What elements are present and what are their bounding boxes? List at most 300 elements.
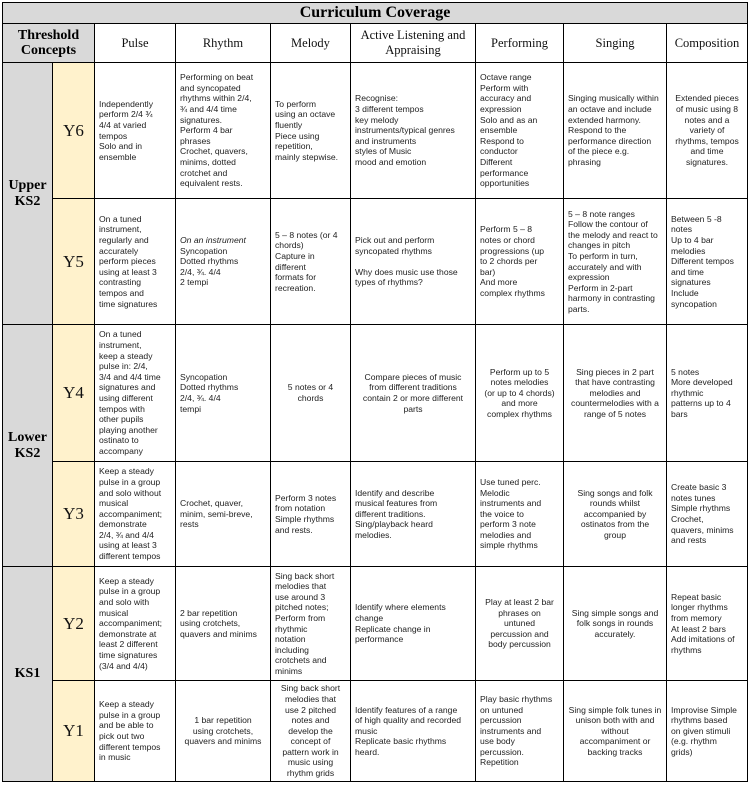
cell-y6-melody-line: using an octave: [275, 109, 336, 120]
cell-y3-pulse-line: and solo without: [99, 487, 162, 498]
cell-y2-singing-line: Sing simple songs and: [571, 607, 659, 618]
header-listening-line2: Appraising: [385, 43, 441, 57]
cell-y5-composition-line: signatures: [671, 277, 711, 288]
cell-y5-melody-line: Capture in: [275, 250, 315, 261]
cell-y5-melody-line: different: [275, 261, 306, 272]
header-performing: Performing: [476, 24, 564, 63]
cell-y5-performing-line: progressions (up: [480, 245, 545, 256]
cell-y5-rhythm-lines-line: 2/4, ¾. 4/4: [180, 266, 221, 277]
cell-y5-rhythm-lines-line: Syncopation: [180, 245, 228, 256]
cell-y3-listening-line: melodies.: [355, 529, 392, 540]
cell-y1-melody-line: develop the: [288, 725, 333, 736]
cell-y3-melody-line: Perform 3 notes: [275, 492, 337, 503]
cell-y3-pulse-line: different tempos: [99, 551, 161, 562]
cell-y2-singing: [564, 567, 667, 681]
cell-y4-rhythm-line: tempi: [180, 403, 202, 414]
header-threshold-concepts: [3, 24, 95, 63]
cell-y1-singing: [564, 681, 667, 782]
cell-y2-composition-line: At least 2 bars: [671, 623, 726, 634]
row-y1: [3, 681, 748, 782]
header-threshold-line2: Concepts: [20, 43, 77, 58]
cell-y4-pulse-line: signatures and: [99, 382, 156, 393]
cell-y2-listening-line: Replicate change in: [355, 623, 431, 634]
cell-y3-performing-line: melodies and: [480, 529, 532, 540]
cell-y2-melody-line: minims: [275, 665, 303, 676]
cell-y3-composition-line: Simple rhythms: [671, 503, 731, 514]
cell-y6-pulse-line: 4/4 at varied: [99, 119, 147, 130]
cell-y4-performing-line: notes melodies: [490, 377, 549, 388]
cell-y5-pulse-line: accurately: [99, 245, 139, 256]
cell-y2-pulse-line: least 2 different: [99, 639, 158, 650]
cell-y4-rhythm: [176, 325, 271, 462]
cell-y3-composition-line: Crochet,: [671, 514, 704, 524]
cell-y6-rhythm-line: minims, dotted: [180, 156, 236, 167]
cell-y5-performing-line: bar): [480, 266, 496, 277]
cell-y1-singing-line: accompaniment or: [579, 736, 651, 747]
cell-y5-singing-line: harmony in contrasting: [568, 293, 655, 304]
cell-y2-composition-line: from memory: [671, 612, 722, 623]
cell-y5-pulse-line: perform pieces: [99, 256, 156, 267]
cell-y3-singing-line: ostinatos from the: [580, 519, 650, 530]
cell-y4-performing: [476, 325, 564, 462]
stage-lower-line2: KS2: [14, 445, 41, 461]
cell-y5-melody: [271, 199, 351, 325]
cell-y6-rhythm-line: Perform 4 bar: [180, 125, 233, 136]
cell-y2-performing-line: percussion and: [490, 628, 549, 639]
cell-y1-melody: [271, 681, 351, 782]
cell-y5-singing-line: expression: [568, 272, 610, 283]
cell-y4-rhythm-line: 2/4, ¾. 4/4: [180, 393, 221, 403]
cell-y2-pulse-line: musical: [99, 607, 129, 618]
cell-y5-singing-line: To perform in turn,: [568, 250, 638, 261]
cell-y2-singing-line: accurately.: [594, 628, 636, 639]
stage-upper-ks2: [3, 63, 53, 325]
cell-y6-listening-line: Recognise:: [355, 93, 398, 104]
cell-y5-singing-line: 5 – 8 note ranges: [568, 208, 635, 219]
cell-y6-composition: [667, 63, 748, 199]
cell-y2-performing-line: body percussion: [488, 639, 551, 650]
cell-y1-melody-line: notes and: [291, 715, 330, 726]
cell-y2-pulse-line: time signatures: [99, 649, 158, 660]
cell-y6-composition-line: Extended pieces: [675, 93, 739, 104]
cell-y2-rhythm: [176, 567, 271, 681]
cell-y1-performing-line: percussion.: [480, 746, 524, 757]
cell-y3-performing-line: the voice to: [480, 508, 524, 519]
cell-y3-singing-line: Sing songs and folk: [577, 487, 653, 498]
cell-y4-singing-line: range of 5 notes: [583, 408, 647, 419]
cell-y4-singing-line: that have contrasting: [575, 377, 655, 388]
cell-y5-melody-line: formats for: [275, 272, 317, 283]
cell-y6-composition-line: rhythms, tempos: [675, 135, 739, 146]
cell-y1-performing-line: on untuned: [480, 704, 524, 715]
cell-y2-pulse-line: Keep a steady: [99, 575, 154, 586]
cell-y2-melody-line: notation: [275, 634, 306, 645]
cell-y5-rhythm-lines-line: 2 tempi: [180, 277, 209, 288]
cell-y5-composition-line: notes: [671, 224, 693, 235]
cell-y2-melody-line: Perform from: [275, 612, 326, 623]
cell-y5-listening-line: types of rhythms?: [355, 277, 423, 288]
cell-y5-pulse-line: using at least 3: [99, 266, 157, 277]
cell-y2-rhythm-line: using crotchets,: [180, 618, 241, 629]
cell-y1-melody-line: Sing back short: [280, 683, 341, 694]
cell-y4-performing-line: and more: [501, 398, 538, 409]
cell-y1-pulse: [95, 681, 176, 782]
cell-y3-listening: [351, 462, 476, 567]
cell-y1-pulse-line: in music: [99, 752, 131, 763]
cell-y6-pulse-line: Solo and in: [99, 141, 143, 152]
cell-y5-composition-line: Between 5 -8: [671, 213, 722, 224]
year-label-y1: Y1: [53, 681, 95, 782]
cell-y4-composition-line: rhythmic: [671, 387, 704, 398]
header-rhythm: Rhythm: [176, 24, 271, 63]
row-y6: [3, 63, 748, 199]
cell-y6-listening-line: mood and emotion: [355, 156, 427, 167]
cell-y5-listening-line: Pick out and perform: [355, 235, 435, 246]
cell-y1-pulse-line: pulse in a group: [99, 709, 161, 720]
cell-y1-melody-line: music using: [287, 757, 334, 768]
cell-y6-melody: [271, 63, 351, 199]
cell-y6-performing-line: performance: [480, 167, 529, 178]
cell-y4-performing-line: complex rhythms: [487, 408, 552, 419]
cell-y6-performing-line: conductor: [480, 146, 518, 157]
cell-y2-melody-line: melodies that: [275, 581, 327, 592]
cell-y5-pulse-line: contrasting: [99, 277, 142, 288]
cell-y3-melody: [271, 462, 351, 567]
cell-y1-listening-line: heard.: [355, 746, 380, 757]
stage-lower-line1: Lower: [8, 429, 47, 445]
cell-y4-performing-line: Perform up to 5: [489, 366, 550, 377]
cell-y2-singing-line: folk songs in rounds: [576, 618, 654, 629]
stage-upper-line1: Upper: [8, 177, 47, 193]
cell-y1-pulse-line: Keep a steady: [99, 699, 154, 710]
cell-y5-performing-line: complex rhythms: [480, 287, 545, 298]
cell-y3-melody-line: from notation: [275, 503, 326, 514]
cell-y6-melody-line: mainly stepwise.: [275, 151, 339, 162]
cell-y3-listening-line: musical features from: [355, 498, 438, 509]
cell-y1-singing-line: without: [601, 725, 629, 736]
cell-y6-singing-line: an octave and include: [568, 104, 652, 115]
cell-y3-performing: [476, 462, 564, 567]
cell-y1-performing-line: use body: [480, 736, 515, 747]
cell-y1-melody-line: concept of: [290, 736, 331, 747]
cell-y5-composition-line: Include: [671, 287, 699, 298]
cell-y4-pulse-line: pulse in: 2/4,: [99, 361, 148, 372]
year-label-y3: Y3: [53, 462, 95, 567]
cell-y5-rhythm-italic: On an instrument: [180, 235, 246, 246]
cell-y1-performing: [476, 681, 564, 782]
cell-y2-rhythm-line: quavers and minims: [180, 628, 257, 639]
cell-y5-composition-line: and time: [671, 266, 704, 277]
cell-y5-composition-line: Up to 4 bar: [671, 235, 714, 246]
cell-y5-rhythm-lines-line: Dotted rhythms: [180, 256, 239, 267]
cell-y6-singing-line: performance direction: [568, 135, 652, 146]
cell-y6-rhythm-line: crotchet and: [180, 167, 228, 178]
stage-ks1: KS1: [3, 567, 53, 782]
cell-y1-performing-line: Play basic rhythms: [480, 693, 553, 704]
cell-y3-performing-line: perform 3 note: [480, 519, 536, 530]
cell-y1-melody-line: pattern work in: [282, 746, 339, 757]
cell-y2-melody-line: Sing back short: [275, 570, 335, 581]
cell-y4-composition-line: More developed: [671, 377, 733, 388]
row-y3: [3, 462, 748, 567]
cell-y5-composition-line: syncopation: [671, 298, 717, 309]
cell-y3-rhythm-line: rests: [180, 519, 199, 530]
cell-y2-pulse-line: accompaniment;: [99, 618, 163, 629]
cell-y1-listening-line: music: [355, 725, 378, 736]
cell-y1-pulse-line: pick out two: [99, 731, 145, 741]
cell-y2-composition-line: longer rhythms: [671, 602, 728, 613]
cell-y5-rhythm-lines: [180, 246, 266, 288]
cell-y5-singing: [564, 199, 667, 325]
cell-y6-rhythm-line: phrases: [180, 135, 211, 146]
cell-y1-pulse-line: different tempos: [99, 741, 161, 752]
cell-y3-composition-line: quavers, minims: [671, 524, 734, 535]
cell-y5-performing: [476, 199, 564, 325]
stage-upper-line2: KS2: [14, 193, 41, 209]
cell-y6-melody-line: To perform: [275, 98, 317, 109]
cell-y6-listening-line: 3 different tempos: [355, 104, 424, 115]
cell-y2-pulse-line: (3/4 and 4/4): [99, 660, 148, 671]
cell-y5-performing-line: And more: [480, 277, 518, 288]
cell-y4-singing-line: Sing pieces in 2 part: [576, 366, 654, 377]
cell-y1-composition-line: on given stimuli: [671, 725, 731, 736]
cell-y2-melody-line: including: [275, 644, 309, 655]
cell-y5-performing-line: Perform 5 – 8: [480, 224, 533, 235]
cell-y2-composition-line: rhythms: [671, 644, 702, 655]
cell-y6-performing-line: Different: [480, 156, 513, 167]
cell-y6-composition-line: variety of: [689, 125, 725, 136]
cell-y4-listening-line: Compare pieces of music: [364, 371, 462, 382]
cell-y6-melody-line: fluently: [275, 119, 303, 130]
cell-y6-performing-line: Perform with: [480, 82, 529, 93]
cell-y5-singing-line: accurately and with: [568, 261, 642, 272]
cell-y5-listening: [351, 199, 476, 325]
cell-y6-performing-line: ensemble: [480, 125, 518, 136]
header-threshold-line1: Threshold: [17, 28, 80, 43]
cell-y1-melody-line: melodies that: [284, 693, 337, 704]
cell-y3-pulse-line: Keep a steady: [99, 466, 154, 477]
header-singing: Singing: [564, 24, 667, 63]
cell-y5-performing-line: to 2 chords per: [480, 256, 538, 267]
cell-y5-pulse-line: time signatures: [99, 298, 158, 309]
cell-y1-listening-line: of high quality and recorded: [355, 715, 462, 726]
row-y2: [3, 567, 748, 681]
cell-y4-pulse-line: accompany: [99, 445, 143, 456]
cell-y6-rhythm-line: equivalent rests.: [180, 178, 243, 189]
cell-y1-rhythm-line: using crotchets,: [192, 725, 254, 736]
cell-y4-composition: [667, 325, 748, 462]
cell-y6-singing-line: extended harmony.: [568, 114, 641, 125]
stage-lower-ks2: [3, 325, 53, 567]
cell-y5-composition-line: Different tempos: [671, 256, 734, 267]
cell-y1-rhythm-line: quavers and minims: [184, 736, 262, 747]
cell-y2-melody-line: use around 3: [275, 591, 326, 602]
cell-y3-pulse-line: demonstrate: [99, 519, 147, 530]
cell-y4-singing-line: countermelodies with a: [571, 398, 659, 409]
cell-y1-performing-line: percussion: [480, 715, 522, 726]
cell-y4-listening-line: contain 2 or more different: [362, 393, 464, 403]
cell-y3-pulse-line: 2/4, ¾ and 4/4: [99, 529, 154, 540]
cell-y5-pulse-line: regularly and: [99, 235, 149, 246]
cell-y6-singing-line: Singing musically within: [568, 93, 659, 104]
cell-y3-pulse-line: accompaniment;: [99, 508, 163, 519]
cell-y4-performing-line: (or up to 4 chords): [484, 387, 555, 398]
cell-y6-singing-line: of the piece e.g.: [568, 146, 630, 157]
header-listening: [351, 24, 476, 63]
row-y5: [3, 199, 748, 325]
cell-y4-pulse-line: ostinato to: [99, 435, 139, 446]
cell-y3-listening-line: Sing/playback heard: [355, 519, 433, 530]
cell-y3-rhythm-line: Crochet, quaver,: [180, 498, 244, 509]
curriculum-table: [2, 2, 748, 782]
cell-y4-pulse-line: other pupils: [99, 414, 144, 425]
cell-y2-performing-line: Play at least 2 bar: [485, 597, 554, 608]
cell-y6-rhythm-line: rhythms within 2/4,: [180, 93, 252, 104]
cell-y5-performing-line: notes or chord: [480, 235, 535, 246]
cell-y2-listening-line: Identify where elements: [355, 602, 446, 613]
cell-y3-singing-line: rounds whilst: [589, 498, 641, 509]
cell-y5-pulse-line: instrument,: [99, 224, 142, 235]
cell-y6-rhythm-line: ¾ and 4/4 time: [180, 104, 237, 115]
cell-y2-rhythm-line: 2 bar repetition: [180, 607, 238, 618]
cell-y6-composition-line: signatures.: [685, 156, 729, 167]
cell-y3-performing-line: Use tuned perc.: [480, 476, 541, 487]
cell-y4-pulse-line: using different: [99, 393, 153, 403]
cell-y5-melody-line: recreation.: [275, 282, 316, 293]
cell-y5-pulse-line: tempos and: [99, 287, 144, 298]
cell-y4-pulse-line: On a tuned: [99, 329, 142, 340]
cell-y4-pulse-line: keep a steady: [99, 350, 153, 361]
cell-y2-pulse-line: pulse in a group: [99, 586, 161, 597]
cell-y5-singing-line: changes in pitch: [568, 240, 631, 251]
header-listening-line1: Active Listening and: [360, 28, 466, 42]
cell-y6-composition-line: notes and a: [684, 114, 730, 125]
cell-y1-performing-line: instruments and: [480, 725, 542, 736]
row-y4: [3, 325, 748, 462]
cell-y4-pulse-line: instrument,: [99, 340, 142, 351]
cell-y1-pulse-line: and be able to: [99, 720, 154, 731]
cell-y5-pulse-line: On a tuned: [99, 213, 142, 224]
cell-y5-melody-line: 5 – 8 notes (or 4: [275, 229, 338, 240]
cell-y6-listening-line: key melody: [355, 114, 399, 125]
cell-y3-pulse-line: pulse in a group: [99, 476, 161, 487]
cell-y2-listening: [351, 567, 476, 681]
cell-y3-pulse: [95, 462, 176, 567]
cell-y4-singing: [564, 325, 667, 462]
cell-y4-pulse-line: 3/4 and 4/4 time: [99, 371, 161, 382]
cell-y5-listening-line: Why does music use those: [355, 266, 458, 277]
cell-y5-listening-line: syncopated rhythms: [355, 245, 432, 256]
cell-y4-composition-line: bars: [671, 408, 688, 419]
cell-y2-pulse-line: and solo with: [99, 597, 150, 608]
cell-y5-listening-line: [355, 256, 471, 267]
cell-y6-listening-line: instruments/typical genres: [355, 125, 455, 136]
cell-y6-pulse-line: ensemble: [99, 151, 137, 162]
cell-y1-composition-line: grids): [671, 746, 693, 757]
cell-y5-singing-line: parts.: [568, 303, 590, 314]
cell-y1-composition-line: (e.g. rhythm: [671, 736, 717, 747]
cell-y3-pulse-line: using at least 3: [99, 540, 157, 551]
cell-y6-melody-line: repetition,: [275, 141, 313, 152]
cell-y1-listening-line: Identify features of a range: [355, 704, 458, 715]
cell-y3-composition-line: Create basic 3: [671, 482, 727, 493]
cell-y1-melody-line: rhythm grids: [286, 768, 335, 779]
cell-y1-listening-line: Replicate basic rhythms: [355, 736, 447, 747]
cell-y6-performing-line: accuracy and: [480, 93, 532, 104]
cell-y3-composition-line: and rests: [671, 535, 707, 546]
cell-y2-melody-line: pitched notes;: [275, 602, 329, 613]
cell-y4-listening-line: parts: [403, 403, 423, 414]
year-label-y4: Y4: [53, 325, 95, 462]
cell-y6-rhythm: [176, 63, 271, 199]
cell-y2-pulse-line: demonstrate at: [99, 628, 157, 639]
cell-y3-listening-line: Identify and describe: [355, 487, 435, 498]
cell-y2-melody-line: crotchets and: [275, 655, 327, 666]
cell-y4-melody: [271, 325, 351, 462]
cell-y6-pulse-line: perform 2/4 ¾: [99, 109, 153, 120]
cell-y4-listening: [351, 325, 476, 462]
cell-y1-singing-line: unison both with and: [575, 715, 655, 726]
cell-y6-performing-line: Solo and as an: [480, 114, 538, 125]
cell-y6-listening-line: and instruments: [355, 135, 417, 146]
cell-y2-composition-line: Repeat basic: [671, 591, 722, 602]
cell-y1-composition-line: rhythms based: [671, 715, 728, 726]
cell-y6-rhythm-line: Crochet, quavers,: [180, 146, 248, 157]
cell-y6-rhythm-line: signatures.: [180, 114, 223, 125]
cell-y5-melody-line: chords): [275, 240, 304, 251]
cell-y4-listening-line: from different traditions: [369, 382, 457, 393]
cell-y3-melody-line: Simple rhythms: [275, 514, 335, 524]
cell-y5-singing-line: Follow the contour of: [568, 219, 648, 230]
cell-y1-rhythm: [176, 681, 271, 782]
cell-y2-performing-line: untuned: [503, 618, 536, 629]
header-composition: Composition: [667, 24, 748, 63]
cell-y5-singing-line: Perform in 2-part: [568, 282, 633, 293]
cell-y5-composition: [667, 199, 748, 325]
cell-y3-rhythm-line: minim, semi-breve,: [180, 508, 253, 519]
cell-y4-melody-line: 5 notes or 4: [287, 382, 334, 393]
cell-y5-rhythm: [176, 199, 271, 325]
cell-y4-pulse: [95, 325, 176, 462]
year-label-y5: Y5: [53, 199, 95, 325]
cell-y6-pulse-line: tempos: [99, 130, 128, 141]
cell-y5-singing-line: the melody and react to: [568, 229, 658, 240]
cell-y6-singing: [564, 63, 667, 199]
year-label-y6: Y6: [53, 63, 95, 199]
cell-y2-composition: [667, 567, 748, 681]
cell-y6-performing-line: Respond to: [480, 135, 524, 146]
cell-y1-melody-line: use 2 pitched: [284, 704, 337, 715]
cell-y4-composition-line: patterns up to 4: [671, 398, 731, 409]
cell-y1-composition: [667, 681, 748, 782]
cell-y3-melody-line: and rests.: [275, 524, 313, 535]
year-label-y2: Y2: [53, 567, 95, 681]
cell-y4-pulse-line: playing another: [99, 424, 158, 435]
cell-y4-pulse-line: tempos with: [99, 403, 145, 414]
cell-y3-performing-line: Melodic: [480, 487, 510, 498]
header-melody: Melody: [271, 24, 351, 63]
cell-y3-singing-line: accompanied by: [583, 508, 647, 519]
cell-y3-singing-line: group: [604, 529, 626, 540]
cell-y3-pulse-line: musical: [99, 498, 129, 509]
cell-y6-pulse: [95, 63, 176, 199]
cell-y6-listening-line: styles of Music: [355, 146, 412, 157]
cell-y3-composition: [667, 462, 748, 567]
cell-y5-pulse: [95, 199, 176, 325]
cell-y1-performing-line: Repetition: [480, 757, 519, 768]
cell-y6-performing-line: Octave range: [480, 72, 532, 83]
cell-y6-rhythm-line: and syncopated: [180, 82, 241, 93]
